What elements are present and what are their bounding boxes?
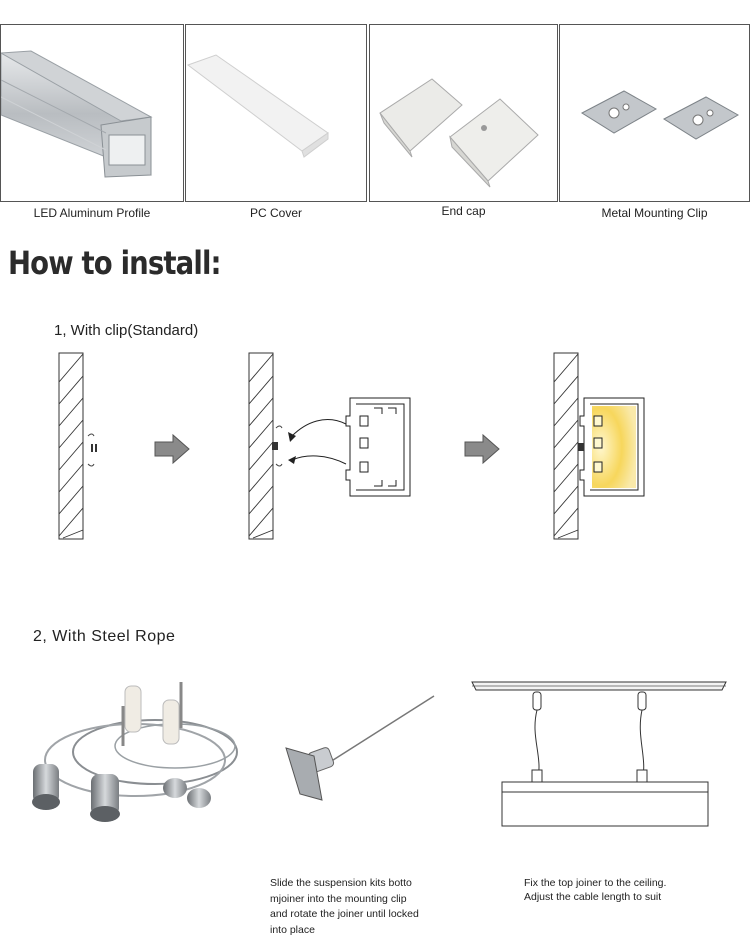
lit-profile-icon — [578, 396, 648, 500]
product-label: Metal Mounting Clip — [601, 206, 708, 220]
product-card-mounting-clip — [559, 24, 750, 202]
ceiling-suspension-diagram — [470, 678, 730, 828]
product-label: PC Cover — [249, 206, 302, 220]
note-fix-joiner — [524, 876, 666, 904]
method-1-title: 1, With clip(Standard) — [54, 322, 199, 339]
note-line: into place — [270, 923, 315, 936]
note-line: Fix the top joiner to the ceiling. — [524, 877, 667, 889]
product-card-aluminum-profile — [0, 24, 184, 202]
end-cap-photo — [370, 25, 558, 202]
profile-section-icon — [344, 396, 414, 500]
note-slide-joiner — [270, 876, 419, 938]
note-line: and rotate the joiner until locked — [270, 908, 419, 920]
wall-icon — [58, 352, 98, 542]
note-line: mjoiner into the mounting clip — [270, 892, 407, 905]
arrow-right-icon — [153, 434, 191, 464]
suspension-joiner-icon — [280, 690, 440, 810]
product-label: LED Aluminum Profile — [33, 206, 151, 220]
product-card-end-cap — [369, 24, 558, 202]
wall-icon — [248, 352, 288, 542]
mounting-clip-photo — [560, 25, 750, 202]
product-label: End cap — [441, 204, 486, 218]
arrow-right-icon — [463, 434, 501, 464]
method-2-title: 2, With Steel Rope — [33, 628, 176, 645]
product-card-pc-cover — [185, 24, 367, 202]
steel-rope-kit-photo — [25, 676, 245, 836]
aluminum-profile-photo — [1, 25, 184, 202]
page-title: How to install: — [8, 244, 221, 282]
pc-cover-photo — [186, 25, 367, 202]
note-line: Adjust the cable length to suit — [524, 891, 662, 903]
note-line: Slide the suspension kits botto — [270, 877, 412, 889]
